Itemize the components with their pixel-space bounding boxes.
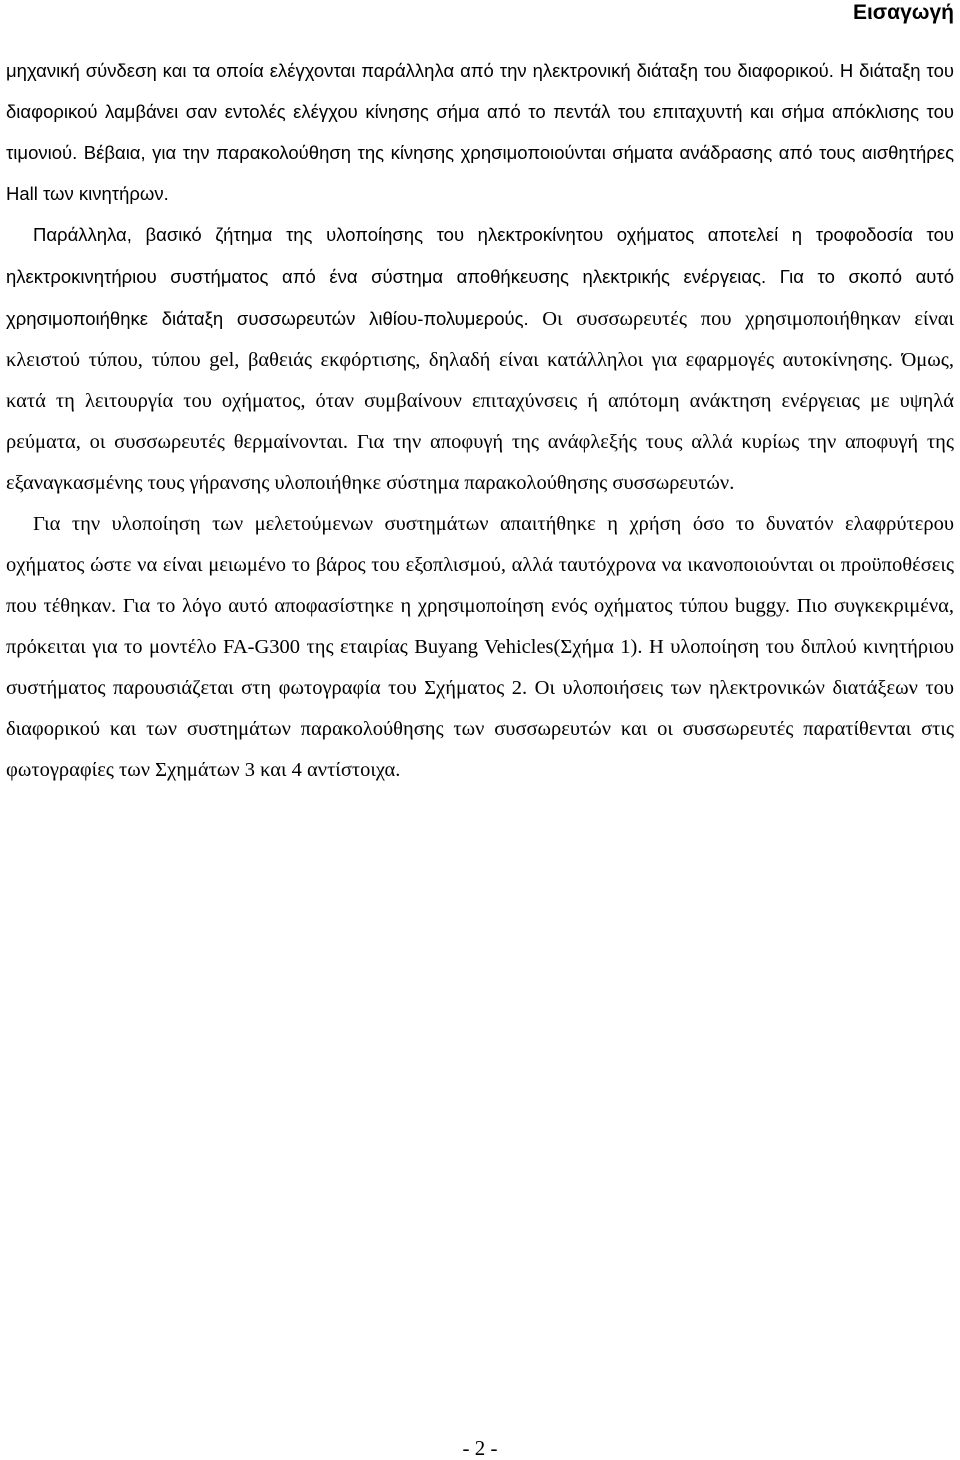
paragraph-2-serif-text: Οι συσσωρευτές που χρησιμοποιήθηκαν είναι κλειστού τύπου, τύπου gel, βαθειάς εκφόρτισης, δηλαδή είναι κατάλληλοι για εφαρμογές αυτοκίνησης. Όμως, κατά τη λειτουργία του οχήματος, όταν συμβαίνουν επιταχύνσεις ή απότομη ανάκτηση ενέργειας με υψηλά ρεύματα, οι συσσωρευτές θερμαίνονται. Για την αποφυγή της ανάφλεξής τους αλλά κυρίως την αποφυγή της εξαναγκασμένης τους γήρανσης υλοποιήθηκε σύστημα παρακολούθησης συσσωρευτών. bbox=[6, 308, 955, 494]
page-number: - 2 - bbox=[462, 1436, 498, 1460]
paragraph-3 bbox=[6, 504, 954, 791]
section-header-title: Εισαγωγή bbox=[852, 1, 954, 24]
paragraph-1-text: μηχανική σύνδεση και τα οποία ελέγχονται παράλληλα από την ηλεκτρονική διάταξη του διαφορικού. Η διάταξη του διαφορικού λαμβάνει σαν εντολές ελέγχου κίνησης σήμα από το πεντάλ του επιταχυντή και σήμα απόκλισης του τιμονιού. Βέβαια, για την παρακολούθηση της κίνησης χρησιμοποιούνται σήματα ανάδρασης από τους αισθητήρες Hall των κινητήρων. bbox=[6, 60, 954, 204]
document-body bbox=[6, 50, 954, 791]
paragraph-2-sans-text: Παράλληλα, βασικό ζήτημα της υλοποίησης του ηλεκτροκίνητου οχήματος αποτελεί η τροφοδοσία του ηλεκτροκινητήριου συστήματος από ένα σύστημα αποθήκευσης ηλεκτρικής ενέργειας. Για το σκοπό αυτό χρησιμοποιήθηκε διάταξη συσσωρευτών λιθίου-πολυμερούς. bbox=[6, 224, 954, 329]
paragraph-2 bbox=[6, 214, 954, 504]
paragraph-1 bbox=[6, 50, 954, 214]
paragraph-3-text: Για την υλοποίηση των μελετούμενων συστημάτων απαιτήθηκε η χρήση όσο το δυνατόν ελαφρύτερου οχήματος ώστε να είναι μειωμένο το βάρος του εξοπλισμού, αλλά ταυτόχρονα να ικανοποιούνται οι προϋποθέσεις που τέθηκαν. Για το λόγο αυτό αποφασίστηκε η χρησιμοποίηση ενός οχήματος τύπου buggy. Πιο συγκεκριμένα, πρόκειται για το μοντέλο FA-G300 της εταιρίας Buyang Vehicles(Σχήμα 1). Η υλοποίηση του διπλού κινητήριου συστήματος παρουσιάζεται στη φωτογραφία του Σχήματος 2. Οι υλοποιήσεις των ηλεκτρονικών διατάξεων του διαφορικού και των συστημάτων παρακολούθησης των συσσωρευτών και οι συσσωρευτές παρατίθενται στις φωτογραφίες των Σχημάτων 3 και 4 αντίστοιχα. bbox=[6, 513, 954, 781]
